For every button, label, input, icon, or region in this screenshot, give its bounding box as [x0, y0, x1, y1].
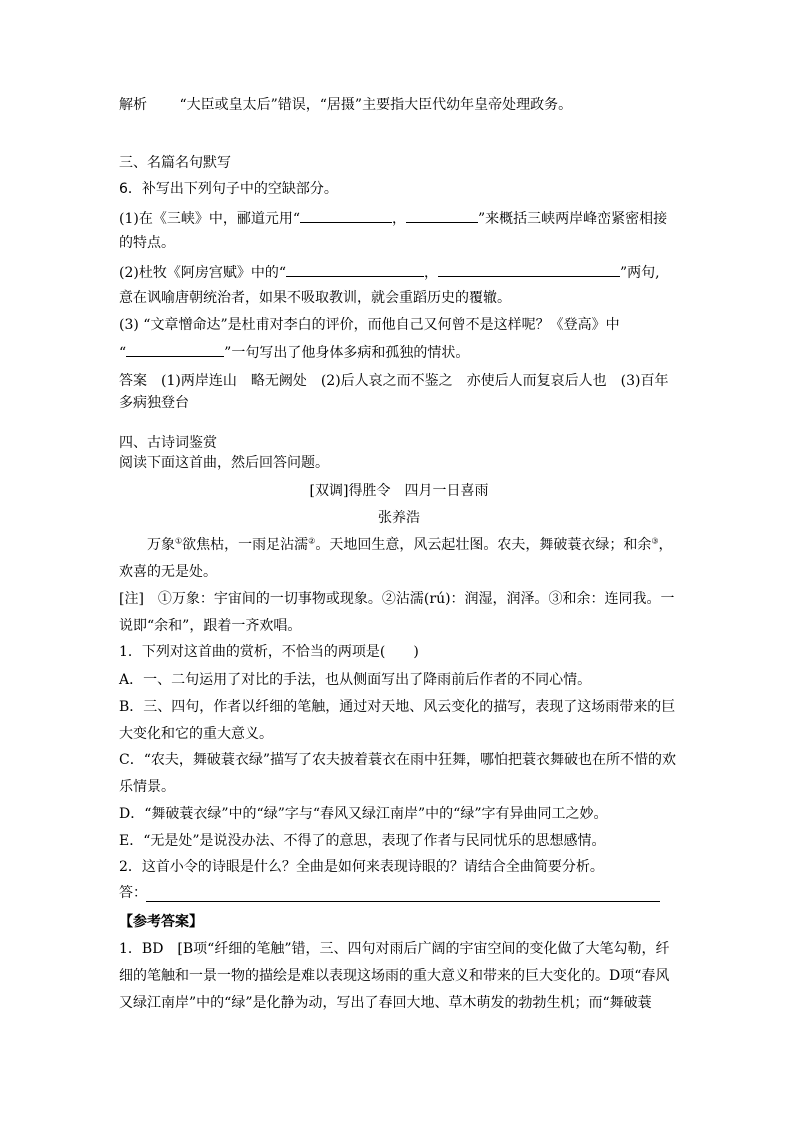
option-a: A．一、二句运用了对比的手法，也从侧面写出了降雨前后作者的不同心情。: [119, 672, 592, 688]
notes-line-cont: 说即“余和”，跟着一齐欢唱。: [119, 618, 302, 634]
reference-line: 细的笔触和一景一物的描绘是难以表现这场雨的重大意义和带来的巨大变化的。D项“春风: [119, 968, 670, 984]
reading-intro: 阅读下面这首曲，然后回答问题。: [119, 455, 329, 471]
answer-blank[interactable]: [146, 900, 660, 902]
blank-field[interactable]: [300, 208, 392, 223]
poem-line-1: 万象①欲焦枯，一雨足沾濡②。天地回生意，风云起壮图。农夫，舞破蓑衣绿；和余③，: [147, 536, 673, 553]
blank-field[interactable]: [438, 262, 620, 277]
analysis-line: [119, 96, 572, 114]
blank-field[interactable]: [126, 342, 224, 357]
analysis-text: “大臣或皇太后”错误，“居摄”主要指大臣代幼年皇帝处理政务。: [179, 97, 573, 113]
question-1: 1．下列对这首曲的赏析，不恰当的两项是( ): [119, 644, 419, 660]
footnote-marker: ②: [308, 536, 316, 546]
analysis-label: 解析: [119, 97, 147, 113]
blank-field[interactable]: [286, 262, 424, 277]
footnote-marker: ③: [651, 536, 659, 546]
fill-item-2-cont: 意在讽喻唐朝统治者，如果不吸取教训，就会重蹈历史的覆辙。: [119, 290, 511, 306]
notes-line: [注] ①万象：宇宙间的一切事物或现象。②沾濡(rú)：润湿，润泽。③和余：连同我。一: [119, 591, 675, 607]
reference-heading: 【参考答案】: [119, 914, 203, 930]
fill-item-1-cont: 的特点。: [119, 235, 175, 251]
option-e: E．“无是处”是说没办法、不得了的意思，表现了作者与民同忧乐的思想感情。: [119, 833, 606, 849]
fill-item-2: (2)杜牧《阿房宫赋》中的“ ， ”两句,: [119, 262, 660, 282]
option-b-cont: 大变化和它的重大意义。: [119, 726, 273, 742]
poem-title: [双调]得胜令 四月一日喜雨: [309, 483, 489, 499]
reference-line: 又绿江南岸”中的“绿”是化静为动，写出了春回大地、草木萌发的勃勃生机；而“舞破蓑: [119, 995, 652, 1011]
option-c-cont: 乐情景。: [119, 779, 175, 795]
reference-line: 1．BD [B项“纤细的笔触”错，三、四句对雨后广阔的宇宙空间的变化做了大笔勾勒，纤: [119, 941, 670, 957]
footnote-marker: ①: [175, 536, 183, 546]
fill-item-3: (3) “文章憎命达”是杜甫对李白的评价，而他自己又何曾不是这样呢？《登高》中: [119, 317, 620, 333]
question-6: 6．补写出下列句子中的空缺部分。: [119, 181, 338, 197]
section-heading: 三、名篇名句默写: [119, 155, 231, 171]
fill-item-3-cont: “ ”一句写出了他身体多病和孤独的情状。: [119, 342, 469, 362]
answer-line: 答案 (1)两岸连山 略无阙处 (2)后人哀之而不鉴之 亦使后人而复哀后人也 (3)百年: [119, 373, 669, 389]
question-2: 2．这首小令的诗眼是什么？全曲是如何来表现诗眼的？请结合全曲简要分析。: [119, 859, 604, 875]
poem-line-2: 欢喜的无是处。: [119, 564, 217, 580]
answer-line-cont: 多病独登台: [119, 395, 189, 411]
blank-field[interactable]: [406, 208, 478, 223]
option-d: D．“舞破蓑衣绿”中的“绿”字与“春风又绿江南岸”中的“绿”字有异曲同工之妙。: [119, 806, 608, 822]
fill-item-1: (1)在《三峡》中，郦道元用“ ， ”来概括三峡两岸峰峦紧密相接: [119, 208, 667, 228]
poem-author: 张养浩: [378, 510, 420, 526]
section-heading: 四、古诗词鉴赏: [119, 435, 217, 451]
answer-label: 答：: [119, 885, 147, 901]
option-c: C．“农夫，舞破蓑衣绿”描写了农夫披着蓑衣在雨中狂舞，哪怕把蓑衣舞破也在所不惜的欢: [119, 752, 677, 768]
option-b: B．三、四句，作者以纤细的笔触，通过对天地、风云变化的描写，表现了这场雨带来的巨: [119, 699, 676, 715]
